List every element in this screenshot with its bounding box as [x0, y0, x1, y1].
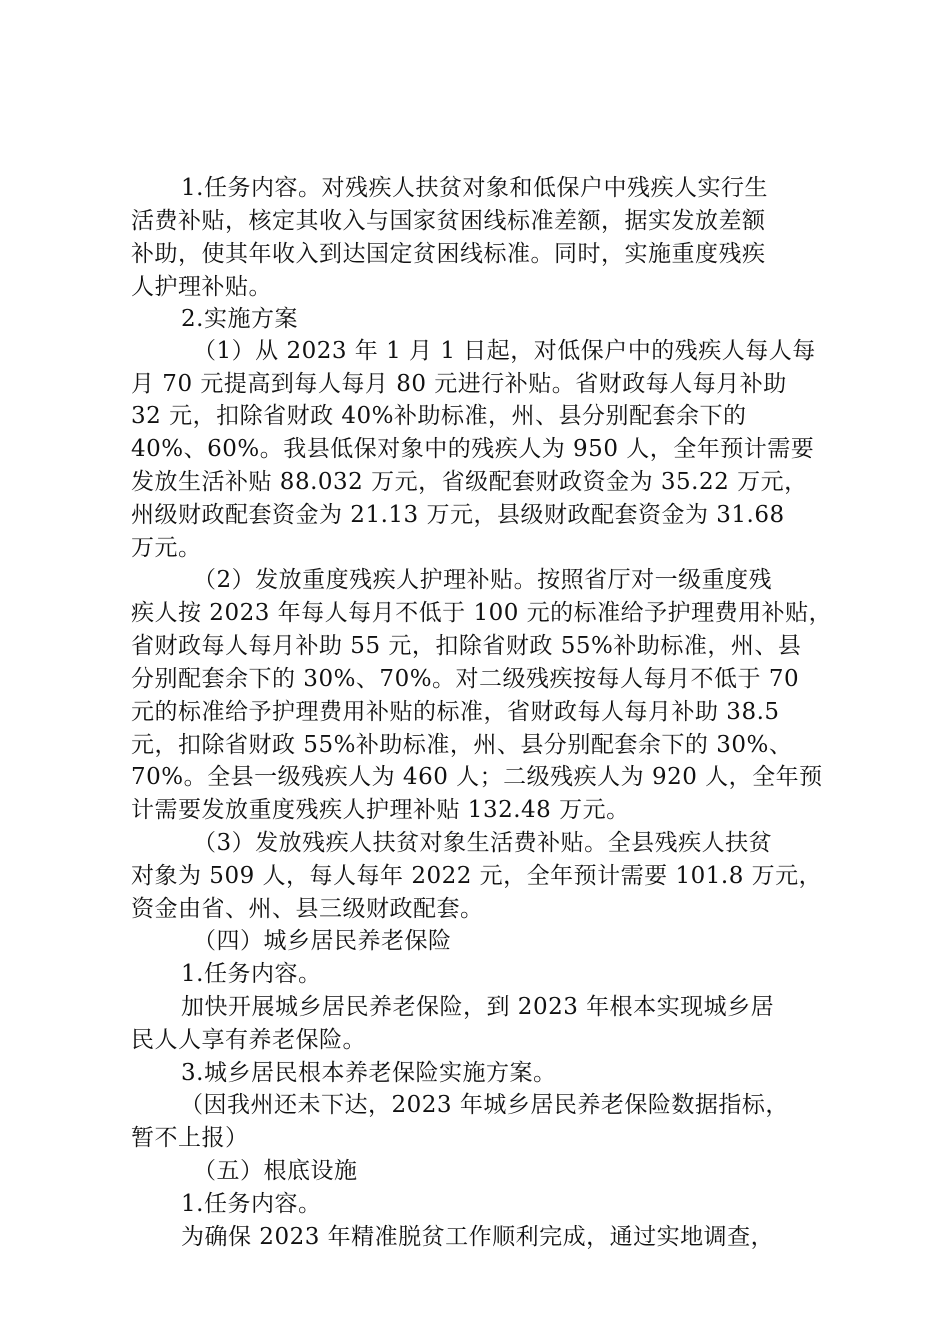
text-line: 3.城乡居民根本养老保险实施方案。 [181, 1060, 557, 1086]
text-line: 70%。全县一级残疾人为 460 人；二级残疾人为 920 人，全年预 [131, 764, 823, 790]
section-heading: 2.实施方案 [181, 306, 298, 332]
text-line: 万元。 [131, 535, 202, 561]
text-line: 40%、60%。我县低保对象中的残疾人为 950 人，全年预计需要 [131, 436, 815, 462]
text-line: 对象为 509 人，每人每年 2022 元，全年预计需要 101.8 万元， [131, 863, 823, 889]
text-line: （因我州还未下达，2023 年城乡居民养老保险数据指标， [180, 1092, 789, 1118]
section-heading: （五）根底设施 [193, 1158, 358, 1184]
text-line: 人护理补贴。 [131, 274, 272, 300]
text-line: 疾人按 2023 年每人每月不低于 100 元的标准给予护理费用补贴， [131, 600, 833, 626]
section-heading: （四）城乡居民养老保险 [193, 928, 452, 954]
text-line: 暂不上报） [131, 1125, 249, 1151]
text-line: 月 70 元提高到每人每月 80 元进行补贴。省财政每人每月补助 [131, 371, 787, 397]
text-line: 发放生活补贴 88.032 万元，省级配套财政资金为 35.22 万元， [131, 469, 808, 495]
text-line: 1.任务内容。 [181, 1191, 322, 1217]
text-line: 省财政每人每月补助 55 元，扣除省财政 55%补助标准，州、县 [131, 633, 802, 659]
text-line: 1.任务内容。对残疾人扶贫对象和低保户中残疾人实行生 [181, 175, 768, 201]
text-line: 补助，使其年收入到达国定贫困线标准。同时，实施重度残疾 [131, 241, 766, 267]
text-line: 元，扣除省财政 55%补助标准，州、县分别配套余下的 30%、 [131, 732, 793, 758]
text-line: 资金由省、州、县三级财政配套。 [131, 896, 484, 922]
text-line: 1.任务内容。 [181, 961, 322, 987]
text-line: （2）发放重度残疾人护理补贴。按照省厅对一级重度残 [193, 567, 773, 593]
text-line: （3）发放残疾人扶贫对象生活费补贴。全县残疾人扶贫 [193, 830, 773, 856]
text-line: 32 元，扣除省财政 40%补助标准，州、县分别配套余下的 [131, 403, 747, 429]
text-line: （1）从 2023 年 1 月 1 日起，对低保户中的残疾人每人每 [193, 338, 816, 364]
text-line: 元的标准给予护理费用补贴的标准，省财政每人每月补助 38.5 [131, 699, 780, 725]
text-line: 分别配套余下的 30%、70%。对二级残疾按每人每月不低于 70 [131, 666, 800, 692]
text-line: 民人人享有养老保险。 [131, 1027, 366, 1053]
text-line: 为确保 2023 年精准脱贫工作顺利完成，通过实地调查， [181, 1224, 775, 1250]
text-line: 州级财政配套资金为 21.13 万元，县级财政配套资金为 31.68 [131, 502, 785, 528]
text-line: 计需要发放重度残疾人护理补贴 132.48 万元。 [131, 797, 630, 823]
text-line: 活费补贴，核定其收入与国家贫困线标准差额，据实发放差额 [131, 208, 766, 234]
text-line: 加快开展城乡居民养老保险，到 2023 年根本实现城乡居 [181, 994, 775, 1020]
